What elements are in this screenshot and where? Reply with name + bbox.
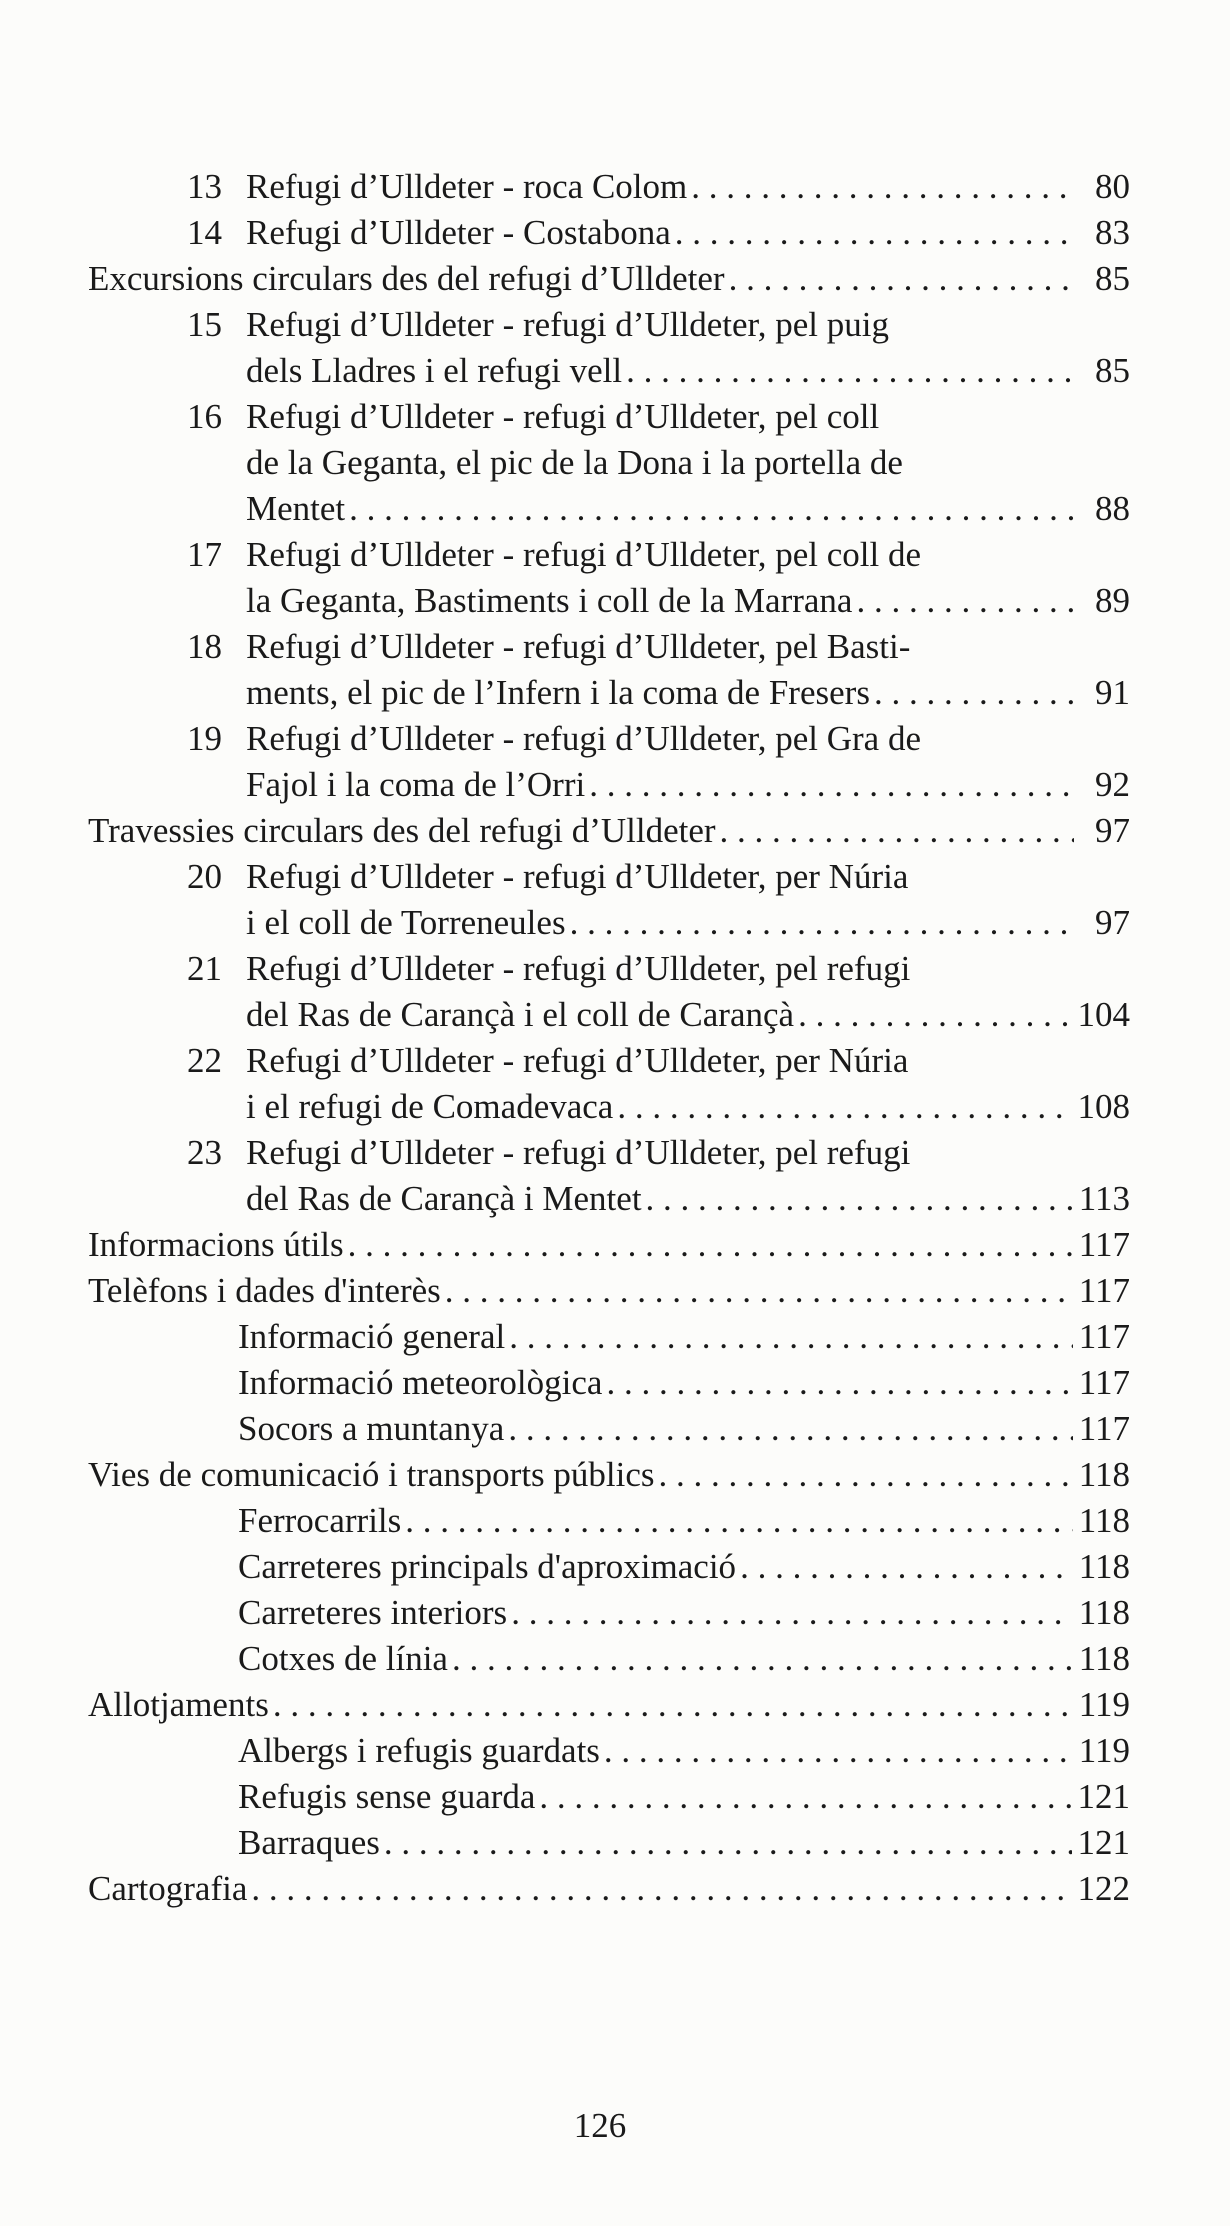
toc-entry-number: 18 (187, 627, 222, 666)
toc-entry (88, 1038, 1130, 1130)
toc-entry (88, 808, 1130, 854)
toc-entry-title: i el coll de Torreneules (246, 903, 566, 942)
dot-leader (691, 164, 1074, 210)
toc-entry-title: de la Geganta, el pic de la Dona i la portella de (246, 443, 903, 482)
toc-entry-title: del Ras de Carançà i el coll de Carançà (246, 995, 795, 1034)
toc-entry-title: Informacions útils (88, 1225, 344, 1264)
dot-leader (617, 1084, 1071, 1130)
dot-leader (720, 808, 1074, 854)
dot-leader (729, 256, 1074, 302)
toc-entry-number: 16 (187, 397, 222, 436)
toc-entry-title: ments, el pic de l’Infern i la coma de Fresers (246, 673, 870, 712)
toc-entry-page: 108 (1077, 1087, 1130, 1126)
toc-entry (88, 1130, 1130, 1222)
toc-entry-page: 91 (1095, 673, 1130, 712)
toc-entry (88, 1314, 1130, 1360)
toc-entry-number: 15 (187, 305, 222, 344)
toc-entry-title: Vies de comunicació i transports públics (88, 1455, 655, 1494)
toc-entry-title: Refugi d’Ulldeter - refugi d’Ulldeter, per Núria (246, 857, 909, 896)
toc-entry-page: 118 (1078, 1501, 1130, 1540)
toc-entry (88, 210, 1130, 256)
toc-entry-title: Fajol i la coma de l’Orri (246, 765, 586, 804)
toc-entry-title: Socors a muntanya (238, 1409, 505, 1448)
toc-entry-number: 23 (187, 1133, 222, 1172)
dot-leader (452, 1636, 1073, 1682)
toc-entry (88, 302, 1130, 394)
toc-entry (88, 854, 1130, 946)
toc-entry (88, 1682, 1130, 1728)
toc-entry-page: 89 (1095, 581, 1130, 620)
toc-entry (88, 1498, 1130, 1544)
toc-entry (88, 716, 1130, 808)
dot-leader (740, 1544, 1073, 1590)
toc-entry-title: Barraques (238, 1823, 380, 1862)
toc-entry-title: la Geganta, Bastiments i coll de la Marrana (246, 581, 853, 620)
toc-entry-page: 118 (1078, 1593, 1130, 1632)
toc-entry-number: 13 (187, 167, 222, 206)
toc-entry-title: Travessies circulars des del refugi d’Ulldeter (88, 811, 716, 850)
toc-entry-page: 85 (1095, 351, 1130, 390)
toc-entry (88, 1222, 1130, 1268)
toc-entry-page: 117 (1078, 1363, 1130, 1402)
page-number: 126 (573, 2106, 627, 2145)
toc-entry-page: 121 (1077, 1823, 1130, 1862)
toc-entry-page: 118 (1078, 1547, 1130, 1586)
toc-entry (88, 946, 1130, 1038)
dot-leader (570, 900, 1074, 946)
dot-leader (405, 1498, 1073, 1544)
dot-leader (348, 1222, 1073, 1268)
toc-entry-title: Telèfons i dades d'interès (88, 1271, 441, 1310)
toc-entry-title: Carreteres interiors (238, 1593, 508, 1632)
toc-entry-title: Refugi d’Ulldeter - refugi d’Ulldeter, pel Gra de (246, 719, 921, 758)
toc-entry-title: Albergs i refugis guardats (238, 1731, 600, 1770)
toc-entry-title: Refugi d’Ulldeter - refugi d’Ulldeter, pel puig (246, 305, 889, 344)
toc-entry-number: 14 (187, 213, 222, 252)
toc-entry-title: Cotxes de línia (238, 1639, 448, 1678)
toc-entry-title: del Ras de Carançà i Mentet (246, 1179, 642, 1218)
toc-entry-title: dels Lladres i el refugi vell (246, 351, 623, 390)
toc-entry-title: Informació meteorològica (238, 1363, 603, 1402)
toc-entry-page: 97 (1095, 903, 1130, 942)
toc-entry (88, 164, 1130, 210)
toc-entry-number: 21 (187, 949, 222, 988)
toc-entry-number: 22 (187, 1041, 222, 1080)
toc-entry-page: 117 (1078, 1271, 1130, 1310)
dot-leader (604, 1728, 1073, 1774)
dot-leader (856, 578, 1074, 624)
dot-leader (349, 486, 1074, 532)
toc-entry (88, 1268, 1130, 1314)
dot-leader (675, 210, 1074, 256)
toc-entry-title: Cartografia (88, 1869, 248, 1908)
toc-entry-page: 117 (1078, 1317, 1130, 1356)
toc-entry-page: 80 (1095, 167, 1130, 206)
toc-entry-page: 104 (1077, 995, 1130, 1034)
toc-entry-title: Refugi d’Ulldeter - Costabona (246, 213, 671, 252)
toc-entry (88, 1360, 1130, 1406)
toc-entry-page: 117 (1078, 1409, 1130, 1448)
toc-entry (88, 1544, 1130, 1590)
toc-entry-page: 92 (1095, 765, 1130, 804)
toc-entry (88, 1406, 1130, 1452)
toc-entry (88, 1636, 1130, 1682)
toc-entry-title: Refugi d’Ulldeter - refugi d’Ulldeter, pel coll (246, 397, 880, 436)
toc-entry-page: 119 (1078, 1731, 1130, 1770)
toc-entry-page: 122 (1077, 1869, 1130, 1908)
dot-leader (539, 1774, 1071, 1820)
toc-entry-title: Refugi d’Ulldeter - refugi d’Ulldeter, pel refugi (246, 1133, 911, 1172)
toc-entry-title: Refugi d’Ulldeter - refugi d’Ulldeter, pel Basti- (246, 627, 911, 666)
dot-leader (606, 1360, 1072, 1406)
dot-leader (445, 1268, 1073, 1314)
toc-entry-page: 83 (1095, 213, 1130, 252)
toc-entry (88, 532, 1130, 624)
toc-entry (88, 1774, 1130, 1820)
toc-entry-page: 88 (1095, 489, 1130, 528)
toc-entry (88, 256, 1130, 302)
toc-entry-title: Refugis sense guarda (238, 1777, 536, 1816)
toc-entry-title: Excursions circulars des del refugi d’Ulldeter (88, 259, 725, 298)
toc-entry-page: 85 (1095, 259, 1130, 298)
toc-entry-number: 19 (187, 719, 222, 758)
dot-leader (646, 1176, 1073, 1222)
dot-leader (273, 1682, 1073, 1728)
toc-entry-page: 118 (1078, 1639, 1130, 1678)
toc-entry-page: 113 (1078, 1179, 1130, 1218)
toc-entry (88, 624, 1130, 716)
dot-leader (508, 1406, 1072, 1452)
toc-entry (88, 1866, 1130, 1912)
dot-leader (509, 1314, 1073, 1360)
toc-entry-title: Ferrocarrils (238, 1501, 402, 1540)
toc-entry-title: Informació general (238, 1317, 506, 1356)
toc-entry-title: Refugi d’Ulldeter - roca Colom (246, 167, 688, 206)
table-of-contents (88, 164, 1130, 1912)
dot-leader (251, 1866, 1071, 1912)
toc-entry-page: 97 (1095, 811, 1130, 850)
dot-leader (798, 992, 1071, 1038)
toc-entry-title: Refugi d’Ulldeter - refugi d’Ulldeter, pel coll de (246, 535, 922, 574)
toc-entry-page: 117 (1078, 1225, 1130, 1264)
dot-leader (874, 670, 1074, 716)
dot-leader (589, 762, 1074, 808)
dot-leader (626, 348, 1074, 394)
dot-leader (384, 1820, 1072, 1866)
toc-entry-page: 121 (1077, 1777, 1130, 1816)
toc-entry-title: Refugi d’Ulldeter - refugi d’Ulldeter, per Núria (246, 1041, 909, 1080)
toc-entry-title: Allotjaments (88, 1685, 269, 1724)
dot-leader (659, 1452, 1073, 1498)
toc-entry-title: Mentet (246, 489, 346, 528)
toc-entry-number: 17 (187, 535, 222, 574)
toc-entry-page: 118 (1078, 1455, 1130, 1494)
dot-leader (511, 1590, 1073, 1636)
toc-entry-title: Refugi d’Ulldeter - refugi d’Ulldeter, pel refugi (246, 949, 911, 988)
toc-entry (88, 1820, 1130, 1866)
toc-entry-page: 119 (1078, 1685, 1130, 1724)
toc-entry (88, 394, 1130, 532)
toc-entry-number: 20 (187, 857, 222, 896)
toc-entry-title: Carreteres principals d'aproximació (238, 1547, 737, 1586)
toc-entry-title: i el refugi de Comadevaca (246, 1087, 614, 1126)
toc-entry (88, 1590, 1130, 1636)
toc-entry (88, 1452, 1130, 1498)
toc-entry (88, 1728, 1130, 1774)
